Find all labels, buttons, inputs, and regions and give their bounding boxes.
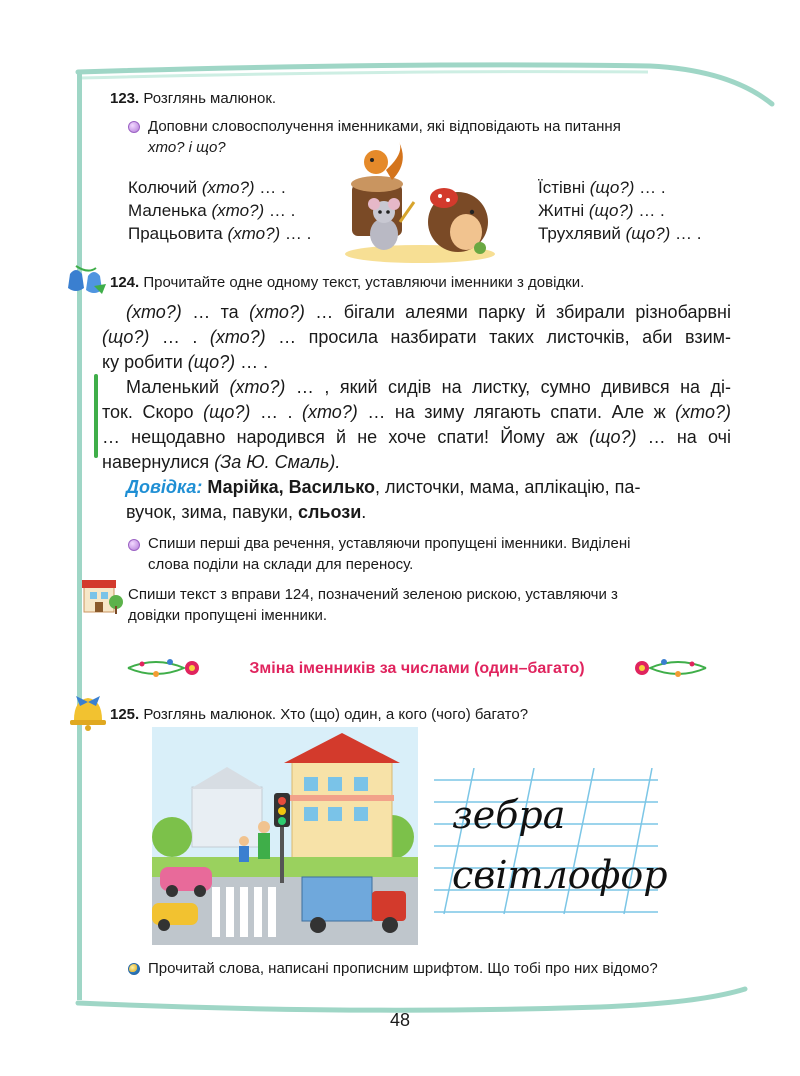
text-fragment: ку робити	[102, 352, 188, 372]
ex123-task-line2: хто? і що?	[148, 139, 226, 156]
bold-word: Марійка, Василько	[207, 477, 376, 497]
question-word: (хто?)	[301, 402, 358, 422]
question-word: (хто?)	[229, 377, 286, 397]
text-fragment: … просила назбирати таких листочків, аби взим-	[265, 327, 731, 347]
ex124-title: Прочитайте одне одному текст, уставляючи іменники з довідки.	[143, 274, 585, 291]
ex125-question: Прочитай слова, написані прописним шрифтом. Що тобі про них відомо?	[148, 960, 658, 977]
dovidka-block	[126, 475, 731, 525]
dovidka-line1	[126, 475, 731, 500]
question-word: (хто?)	[209, 327, 266, 347]
animals-illustration	[340, 142, 500, 264]
text-fragment: … на очі	[636, 427, 731, 447]
text-fragment: , листочки, мама, аплікацію, па-	[375, 477, 641, 497]
cursive-word-1: зебра	[452, 793, 566, 837]
ex124-task2	[148, 533, 733, 575]
text-fragment: … .	[149, 327, 210, 347]
phrase-left-3: Працьовита (хто?) … .	[128, 224, 312, 243]
section-title: Зміна іменників за числами (один–багато)	[249, 660, 585, 677]
text-fragment: навернулися	[102, 452, 215, 472]
question-word: (хто?)	[249, 302, 305, 322]
question-word: (що?)	[203, 402, 251, 422]
ex125-number: 125.	[110, 706, 140, 723]
ex123-right-phrases	[538, 176, 701, 245]
text-fragment: ток. Скоро	[102, 402, 204, 422]
bullet-icon	[128, 539, 140, 551]
ex124-header	[110, 272, 584, 293]
ex124-text-line	[102, 450, 731, 475]
ex124-task2-line1: Спиши перші два речення, уставляючи пропущені іменники. Виділені	[148, 535, 631, 552]
bell-icon	[66, 690, 110, 732]
ex124-homework	[128, 584, 733, 626]
ex123-number: 123.	[110, 90, 140, 107]
question-word: (що?)	[187, 352, 236, 372]
text-fragment: … на зиму лягають спати. Але ж	[357, 402, 676, 422]
ex123-title: Розглянь малюнок.	[143, 90, 277, 107]
ex124-task2-line2: слова поділи на склади для переносу.	[148, 556, 414, 573]
text-fragment: … нещодавно народився й не хоче спати! Йому аж	[102, 427, 590, 447]
dovidka-line2	[126, 500, 731, 525]
text-fragment: … , який сидів на листку, сумно дивився на ді-	[285, 377, 732, 397]
text-fragment: вучок, зима, павуки,	[126, 502, 298, 522]
flower-ornament-icon	[628, 654, 708, 682]
page-frame-left	[72, 70, 92, 1070]
question-word: (що?)	[102, 327, 150, 347]
ex124-home-line1: Спиши текст з вправи 124, позначений зеленою рискою, уставляючи з	[128, 586, 618, 603]
phrase-right-3: Трухлявий (що?) … .	[538, 224, 702, 243]
ex124-text-line	[102, 375, 731, 400]
text-fragment: … та	[181, 302, 250, 322]
ex123-task-line1: Доповни словосполучення іменниками, які відповідають на питання	[148, 118, 621, 135]
page-number: 48	[389, 1010, 411, 1030]
house-icon	[80, 578, 124, 616]
phrase-left-2: Маленька (хто?) … .	[128, 201, 296, 220]
ex125-title: Розглянь малюнок. Хто (що) один, а кого (чого) багато?	[143, 706, 529, 723]
text-fragment: … .	[250, 402, 302, 422]
question-word: (хто?)	[675, 402, 731, 422]
bold-word: сльози	[297, 502, 362, 522]
phrase-right-2: Житні (що?) … .	[538, 201, 665, 220]
flower-ornament-icon	[126, 654, 206, 682]
cursive-word-2: світлофор	[452, 853, 668, 897]
ex125-header	[110, 704, 528, 725]
text-fragment: Маленький	[126, 377, 230, 397]
bullet-icon	[128, 121, 140, 133]
question-word: (За Ю. Смаль).	[214, 452, 341, 472]
street-scene-illustration	[152, 727, 418, 945]
ex123-left-phrases	[128, 176, 311, 245]
text-fragment: .	[361, 502, 367, 522]
phrase-left-1: Колючий (хто?) … .	[128, 178, 286, 197]
dovidka-label: Довідка:	[126, 477, 203, 497]
ex124-text-line	[102, 400, 731, 425]
question-word: (що?)	[589, 427, 637, 447]
ex124-home-line2: довідки пропущені іменники.	[128, 607, 328, 624]
text-fragment: … .	[235, 352, 269, 372]
bellflower-icon	[66, 264, 110, 304]
text-fragment: … бігали алеями парку й збирали різнобарвні	[304, 302, 731, 322]
phrase-right-1: Їстівні (що?) … .	[538, 178, 666, 197]
ex124-text-line	[102, 425, 731, 450]
ex124-text-line	[102, 350, 731, 375]
ex124-text-line	[102, 325, 731, 350]
green-line-marker	[94, 374, 98, 458]
ex124-text-line	[102, 300, 731, 325]
question-word: (хто?)	[126, 302, 182, 322]
ex124-number: 124.	[110, 274, 140, 291]
bullet-icon	[128, 963, 140, 975]
ex124-text	[102, 300, 731, 475]
ex123-header	[110, 88, 276, 109]
